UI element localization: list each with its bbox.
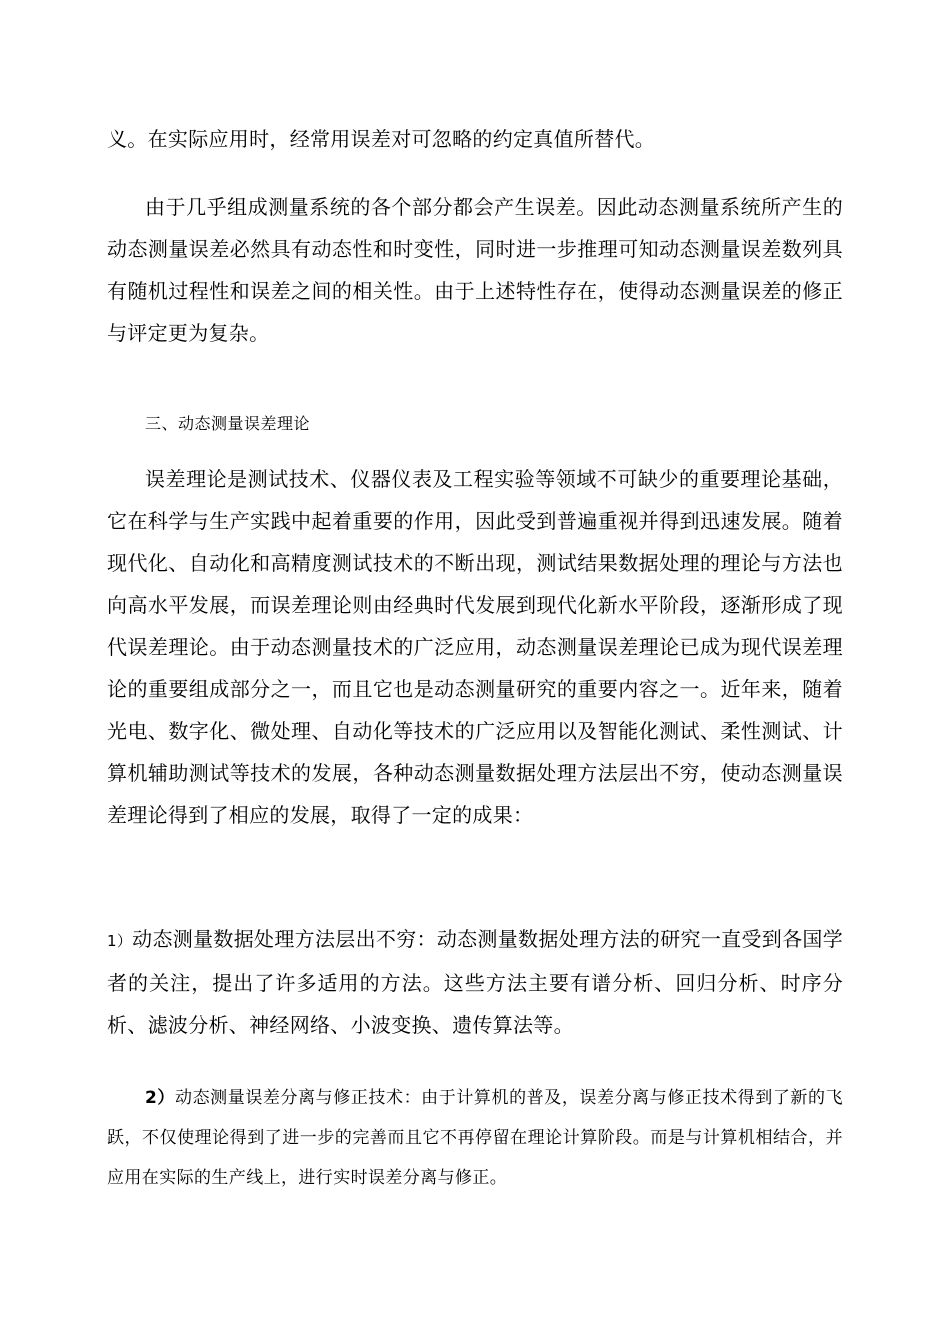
paragraph-error-theory: 误差理论是测试技术、仪器仪表及工程实验等领域不可缺少的重要理论基础，它在科学与生产实践中起着重要的作用，因此受到普遍重视并得到迅速发展。随着现代化、自动化和高精度测试技术的不断出现，测试结果数据处理的理论与方法也向高水平发展，而误差理论则由经典时代发展到现代化新水平阶段，逐渐形成了现代误差理论。由于动态测量技术的广泛应用，动态测量误差理论已成为现代误差理论的重要组成部分之一，而且它也是动态测量研究的重要内容之一。近年来，随着光电、数字化、微处理、自动化等技术的广泛应用以及智能化测试、柔性测试、计算机辅助测试等技术的发展，各种动态测量数据处理方法层出不穷，使动态测量误差理论得到了相应的发展，取得了一定的成果： (107, 467, 843, 827)
list-item-1 (107, 918, 843, 1046)
list-item-1-number: 1） (107, 932, 133, 950)
list-item-2-number: 2） (145, 1088, 175, 1108)
list-item-2 (107, 1078, 843, 1198)
list-item-2-text: 动态测量误差分离与修正技术：由于计算机的普及，误差分离与修正技术得到了新的飞跃，不仅使理论得到了进一步的完善而且它不再停留在理论计算阶段。而是与计算机相结合，并应用在实际的生产线上，进行实时误差分离与修正。 (107, 1088, 843, 1188)
paragraph-continuation: 义。在实际应用时，经常用误差对可忽略的约定真值所替代。 (107, 127, 656, 151)
section-heading: 三、动态测量误差理论 (145, 414, 311, 433)
paragraph-error-sources: 由于几乎组成测量系统的各个部分都会产生误差。因此动态测量系统所产生的动态测量误差必然具有动态性和时变性，同时进一步推理可知动态测量误差数列具有随机过程性和误差之间的相关性。由于上述特性存在，使得动态测量误差的修正与评定更为复杂。 (107, 195, 843, 345)
list-item-1-text: 动态测量数据处理方法层出不穷：动态测量数据处理方法的研究一直受到各国学者的关注，提出了许多适用的方法。这些方法主要有谱分析、回归分析、时序分析、滤波分析、神经网络、小波变换、遗传算法等。 (107, 927, 843, 1037)
